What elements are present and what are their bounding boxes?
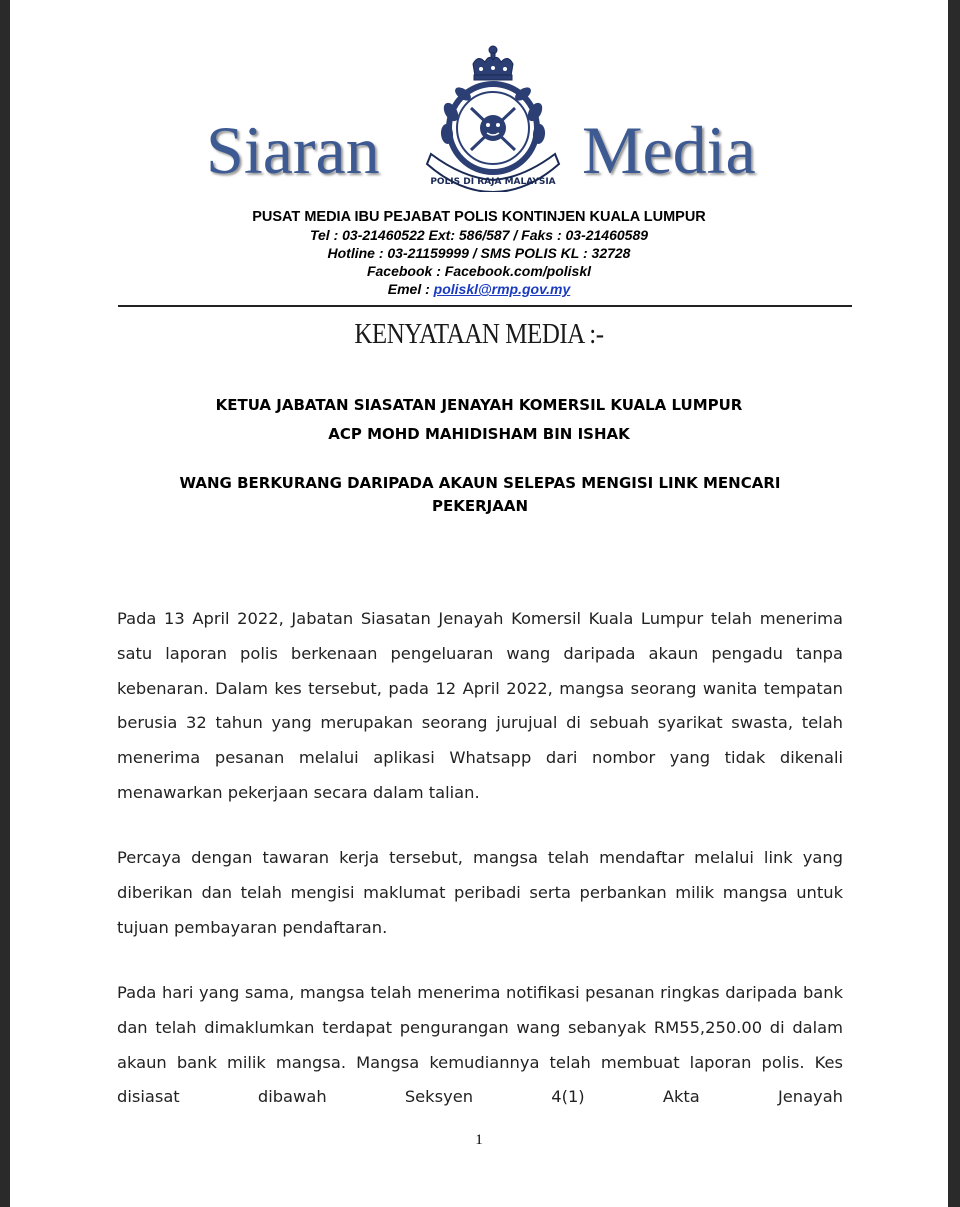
police-crest-logo [423, 42, 563, 192]
officer-name: ACP MOHD MAHIDISHAM BIN ISHAK [328, 425, 630, 443]
page-number: 1 [475, 1132, 483, 1148]
facebook-line: Facebook : Facebook.com/poliskl [366, 263, 592, 279]
hotline-line: Hotline : 03-21159999 / SMS POLIS KL : 32728 [327, 245, 631, 261]
telephone-line: Tel : 03-21460522 Ext: 586/587 / Faks : 03-21460589 [309, 227, 649, 243]
header-divider [118, 305, 852, 307]
email-link[interactable]: poliskl@rmp.gov.my [433, 281, 571, 297]
document-page [10, 0, 948, 1207]
email-label: Emel : [387, 281, 434, 297]
masthead [10, 0, 948, 210]
masthead-word-right: Media [582, 112, 756, 188]
body-paragraph-2: Percaya dengan tawaran kerja tersebut, mangsa telah mendaftar melalui link yang diberikan dan telah mengisi maklumat peribadi serta perbankan milik mangsa untuk tujuan pembayaran pendaftaran. [117, 848, 843, 937]
svg-text:POLIS DI RAJA MALAYSIA: POLIS DI RAJA MALAYSIA [430, 177, 556, 187]
body-paragraph-3: Pada hari yang sama, mangsa telah menerima notifikasi pesanan ringkas daripada bank dan telah dimaklumkan terdapat pengurangan wang sebanyak RM55,250.00 di dalam akaun bank milik mangsa. Mangsa kemudiannya telah membuat laporan polis. Kes disiasat dibawah Seksyen 4(1) Akta Jenayah [117, 983, 843, 1107]
viewer-left-edge [0, 0, 10, 1207]
contact-block [10, 208, 948, 298]
statement-heading: KENYATAAN MEDIA :- [354, 318, 604, 350]
email-line [10, 280, 948, 298]
officer-title: KETUA JABATAN SIASATAN JENAYAH KOMERSIL KUALA LUMPUR [215, 396, 743, 414]
masthead-word-left: Siaran [206, 112, 380, 188]
viewer-right-edge [948, 0, 960, 1207]
body-paragraph-1: Pada 13 April 2022, Jabatan Siasatan Jenayah Komersil Kuala Lumpur telah menerima satu laporan polis berkenaan pengeluaran wang daripada akaun pengadu tanpa kebenaran. Dalam kes tersebut, pada 12 April 2022, mangsa seorang wanita tempatan berusia 32 tahun yang merupakan seorang jurujual di sebuah syarikat swasta, telah menerima pesanan melalui aplikasi Whatsapp dari nombor yang tidak dikenali menawarkan pekerjaan secara dalam talian. [117, 609, 843, 802]
press-headline: WANG BERKURANG DARIPADA AKAUN SELEPAS MENGISI LINK MENCARI PEKERJAAN [179, 474, 781, 515]
office-name: PUSAT MEDIA IBU PEJABAT POLIS KONTINJEN KUALA LUMPUR [252, 209, 706, 225]
